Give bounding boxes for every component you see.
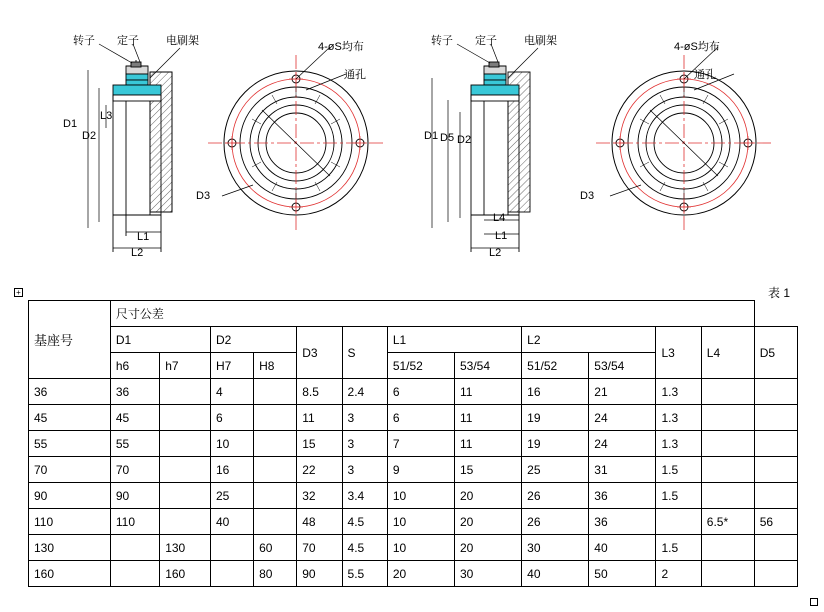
cell-l2-a: 30 [522, 535, 589, 561]
cell-l3: 1.3 [656, 405, 701, 431]
cell-d2-h7: 4 [210, 379, 253, 405]
cell-base: 110 [29, 509, 111, 535]
dim-l2-right: L2 [489, 247, 502, 259]
cell-d2-h7: 16 [210, 457, 253, 483]
cell-s: 4.5 [342, 509, 387, 535]
cell-d1-h6: 36 [110, 379, 159, 405]
cell-d2-h8: 80 [254, 561, 297, 587]
subheader-d2-h7: H7 [210, 353, 253, 379]
subheader-d1-h7: h7 [160, 353, 211, 379]
cell-l3: 2 [656, 561, 701, 587]
cell-d1-h7 [160, 457, 211, 483]
cell-d1-h7: 160 [160, 561, 211, 587]
subheader-d2-h8: H8 [254, 353, 297, 379]
header-d1: D1 [110, 327, 210, 353]
cell-l3 [656, 509, 701, 535]
cell-base: 160 [29, 561, 111, 587]
cell-l1-a: 7 [387, 431, 454, 457]
cell-s: 4.5 [342, 535, 387, 561]
table-row [29, 561, 798, 587]
dim-d2-left: D2 [82, 130, 97, 142]
cell-l1-b: 11 [454, 431, 521, 457]
cell-d3: 15 [297, 431, 342, 457]
cell-d1-h6: 55 [110, 431, 159, 457]
table-row [29, 483, 798, 509]
right-section-view [432, 44, 538, 252]
cell-l1-b: 20 [454, 509, 521, 535]
cell-d2-h7: 10 [210, 431, 253, 457]
cell-s: 3.4 [342, 483, 387, 509]
cell-l2-b: 21 [589, 379, 656, 405]
cell-d1-h7 [160, 431, 211, 457]
header-d5: D5 [754, 327, 797, 379]
cell-base: 36 [29, 379, 111, 405]
cell-l3: 1.5 [656, 535, 701, 561]
dim-d1-right: D1 [424, 130, 439, 142]
cell-l4 [701, 535, 754, 561]
cell-d1-h6: 45 [110, 405, 159, 431]
header-l4: L4 [701, 327, 754, 379]
cell-d3: 8.5 [297, 379, 342, 405]
cell-l4 [701, 457, 754, 483]
cell-d2-h7: 6 [210, 405, 253, 431]
header-d3: D3 [297, 327, 342, 379]
cell-base: 130 [29, 535, 111, 561]
right-front-view [596, 47, 772, 231]
table-title: 表 1 [767, 286, 790, 300]
dim-l1-right: L1 [495, 230, 508, 242]
spec-table [28, 300, 798, 587]
anchor-plus-icon: + [14, 288, 23, 297]
cell-l2-a: 19 [522, 431, 589, 457]
header-d2: D2 [210, 327, 296, 353]
cell-d3: 90 [297, 561, 342, 587]
subheader-l1-a: 51/52 [387, 353, 454, 379]
cell-l4 [701, 483, 754, 509]
cell-d2-h8 [254, 405, 297, 431]
cell-d2-h8 [254, 483, 297, 509]
cell-l2-a: 26 [522, 483, 589, 509]
dim-l4-right: L4 [493, 212, 506, 224]
cell-d1-h7 [160, 483, 211, 509]
subheader-l1-b: 53/54 [454, 353, 521, 379]
cell-l1-b: 20 [454, 535, 521, 561]
cell-d1-h6: 110 [110, 509, 159, 535]
cell-d2-h7 [210, 561, 253, 587]
cell-l1-a: 10 [387, 535, 454, 561]
spec-table-wrap [28, 286, 798, 587]
table-header-row-1 [29, 301, 798, 327]
cell-l1-a: 6 [387, 379, 454, 405]
cell-d1-h7 [160, 509, 211, 535]
cell-l2-b: 24 [589, 405, 656, 431]
cell-d1-h6: 90 [110, 483, 159, 509]
cell-l2-a: 26 [522, 509, 589, 535]
cell-d5: 56 [754, 509, 797, 535]
callout-holes-left: 4-øS均布 [318, 41, 364, 53]
header-tolerance-group: 尺寸公差 [110, 301, 754, 327]
cell-d3: 22 [297, 457, 342, 483]
cell-d3: 32 [297, 483, 342, 509]
cell-l1-b: 15 [454, 457, 521, 483]
cell-l2-a: 25 [522, 457, 589, 483]
table-row [29, 457, 798, 483]
dim-l2-left: L2 [131, 247, 144, 259]
cell-base: 70 [29, 457, 111, 483]
dim-d3-right: D3 [580, 190, 595, 202]
subheader-d1-h6: h6 [110, 353, 159, 379]
header-base-number: 基座号 [29, 301, 111, 379]
cell-d1-h7 [160, 379, 211, 405]
cell-s: 3 [342, 457, 387, 483]
cell-d5 [754, 483, 797, 509]
callout-brush-holder-right: 电刷架 [524, 35, 557, 47]
table-header-row-2 [29, 327, 798, 353]
cell-l2-b: 40 [589, 535, 656, 561]
cell-l2-b: 31 [589, 457, 656, 483]
technical-drawings [0, 0, 824, 280]
dim-d1-left: D1 [63, 118, 78, 130]
cell-l3: 1.3 [656, 431, 701, 457]
dim-d3-left: D3 [196, 190, 211, 202]
left-section-view [88, 44, 180, 252]
cell-base: 45 [29, 405, 111, 431]
cell-l1-a: 10 [387, 483, 454, 509]
cell-d5 [754, 379, 797, 405]
cell-d2-h8 [254, 457, 297, 483]
callout-stator-right: 定子 [475, 35, 497, 47]
cell-d5 [754, 457, 797, 483]
cell-l1-b: 11 [454, 379, 521, 405]
cell-d1-h7 [160, 405, 211, 431]
cell-l4 [701, 405, 754, 431]
cell-d2-h7: 25 [210, 483, 253, 509]
callout-stator-left: 定子 [117, 35, 139, 47]
cell-s: 3 [342, 405, 387, 431]
corner-marker [810, 598, 818, 606]
cell-l1-b: 30 [454, 561, 521, 587]
cell-l2-b: 36 [589, 483, 656, 509]
cell-d2-h7 [210, 535, 253, 561]
cell-d2-h8 [254, 509, 297, 535]
cell-l4 [701, 561, 754, 587]
cell-d5 [754, 431, 797, 457]
callout-rotor-right: 转子 [431, 35, 453, 47]
cell-l4 [701, 379, 754, 405]
cell-l1-a: 20 [387, 561, 454, 587]
cell-d5 [754, 405, 797, 431]
callout-rotor-left: 转子 [73, 35, 95, 47]
table-row [29, 379, 798, 405]
subheader-l2-b: 53/54 [589, 353, 656, 379]
table-row [29, 431, 798, 457]
cell-l2-a: 40 [522, 561, 589, 587]
cell-d1-h6: 70 [110, 457, 159, 483]
callout-through-hole-left: 通孔 [344, 69, 366, 81]
cell-d1-h7: 130 [160, 535, 211, 561]
cell-d3: 70 [297, 535, 342, 561]
cell-l3: 1.5 [656, 457, 701, 483]
header-l3: L3 [656, 327, 701, 379]
cell-l1-a: 9 [387, 457, 454, 483]
cell-d2-h8 [254, 431, 297, 457]
callout-through-hole-right: 通孔 [694, 69, 716, 81]
subheader-l2-a: 51/52 [522, 353, 589, 379]
header-l1: L1 [387, 327, 521, 353]
cell-d1-h6 [110, 561, 159, 587]
cell-l4: 6.5* [701, 509, 754, 535]
callout-brush-holder-left: 电刷架 [166, 35, 199, 47]
cell-s: 3 [342, 431, 387, 457]
dim-l3-left: L3 [100, 110, 113, 122]
cell-l2-a: 19 [522, 405, 589, 431]
cell-l1-a: 6 [387, 405, 454, 431]
cell-l1-b: 11 [454, 405, 521, 431]
cell-l4 [701, 431, 754, 457]
table-row [29, 509, 798, 535]
cell-d5 [754, 561, 797, 587]
cell-s: 5.5 [342, 561, 387, 587]
callout-holes-right: 4-øS均布 [674, 41, 720, 53]
cell-l2-b: 24 [589, 431, 656, 457]
cell-d2-h8 [254, 379, 297, 405]
table-row [29, 405, 798, 431]
cell-d2-h7: 40 [210, 509, 253, 535]
cell-l1-b: 20 [454, 483, 521, 509]
table-row [29, 535, 798, 561]
cell-d1-h6 [110, 535, 159, 561]
cell-l3: 1.3 [656, 379, 701, 405]
cell-l2-b: 50 [589, 561, 656, 587]
cell-l2-a: 16 [522, 379, 589, 405]
cell-d5 [754, 535, 797, 561]
dim-d2-right: D2 [457, 134, 472, 146]
cell-d3: 48 [297, 509, 342, 535]
dim-d5-right: D5 [440, 132, 455, 144]
cell-base: 90 [29, 483, 111, 509]
cell-base: 55 [29, 431, 111, 457]
cell-l2-b: 36 [589, 509, 656, 535]
cell-l3: 1.5 [656, 483, 701, 509]
header-s: S [342, 327, 387, 379]
cell-d2-h8: 60 [254, 535, 297, 561]
cell-s: 2.4 [342, 379, 387, 405]
header-l2: L2 [522, 327, 656, 353]
cell-d3: 11 [297, 405, 342, 431]
dim-l1-left: L1 [137, 231, 150, 243]
cell-l1-a: 10 [387, 509, 454, 535]
